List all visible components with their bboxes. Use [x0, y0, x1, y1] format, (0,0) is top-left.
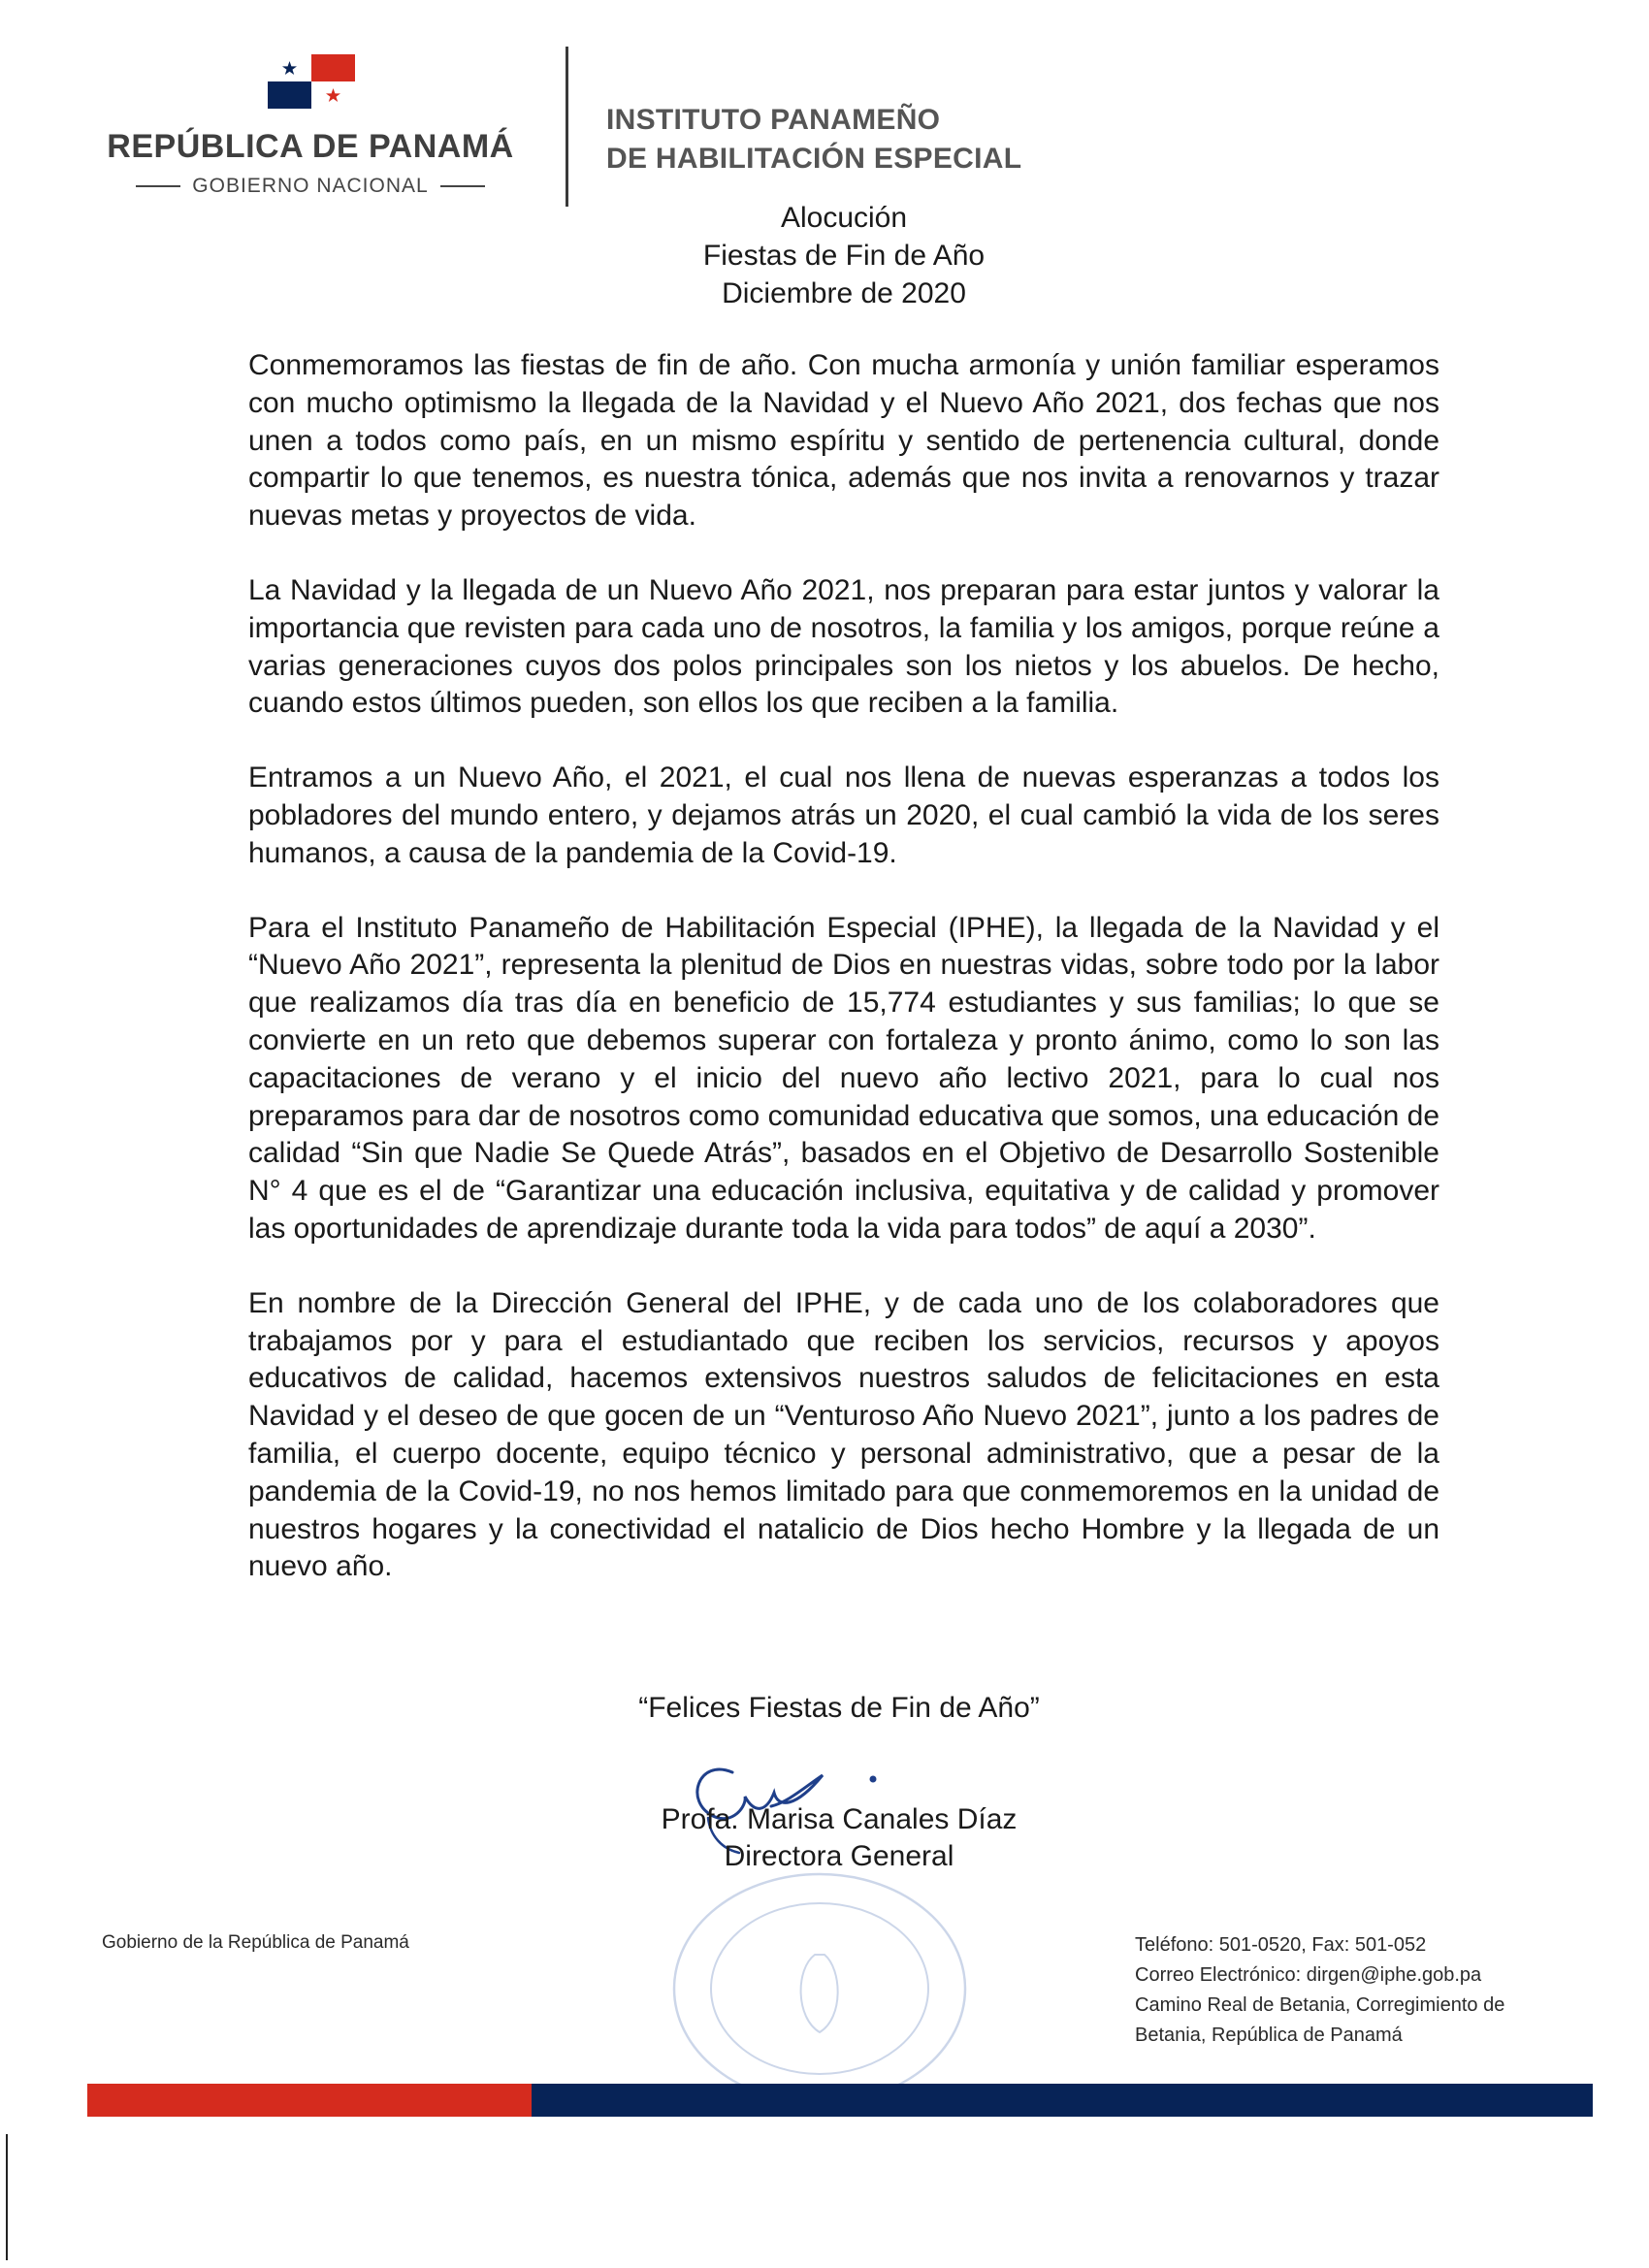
- official-seal-stamp: [660, 1863, 980, 2086]
- footer-address-2: Betania, República de Panamá: [1135, 2025, 1403, 2046]
- footer-contact: [1135, 1930, 1504, 2051]
- document-body: [248, 347, 1439, 1623]
- institution-name: [606, 101, 1021, 178]
- paragraph: Para el Instituto Panameño de Habilitación Especial (IPHE), la llegada de la Navidad y el “Nuevo Año 2021”, representa la plenitud de Dios en nuestras vidas, sobre todo por la labor que realizamos día tras día en beneficio de 15,774 estudiantes y sus familias; lo que se convierte en un reto que debemos superar con fortaleza y pronto ánimo, como lo son las capacitaciones de verano y el inicio del nuevo año lectivo 2021, para lo cual nos preparamos para dar de nosotros como comunidad educativa que somos, una educación de calidad “Sin que Nadie Se Quede Atrás”, basados en el Objetivo de Desarrollo Sostenible N° 4 que es el de “Garantizar una educación inclusiva, equitativa y de calidad y promover las oportunidades de aprendizaje durante toda la vida para todos” de aquí a 2030”.: [248, 911, 1439, 1245]
- government-subtitle-text: GOBIERNO NACIONAL: [192, 175, 429, 197]
- heading-line-2: Fiestas de Fin de Año: [702, 240, 986, 272]
- footer-bar-red: [87, 2084, 532, 2117]
- institution-line-2: DE HABILITACIÓN ESPECIAL: [606, 143, 1022, 175]
- document-heading: [601, 199, 1086, 312]
- panama-flag-logo: [268, 54, 355, 109]
- signer-title: Directora General: [724, 1840, 954, 1872]
- header-divider: [566, 47, 568, 207]
- paragraph: Conmemoramos las fiestas de fin de año. Con mucha armonía y unión familiar esperamos con mucho optimismo la llegada de la Navidad y el Nuevo Año 2021, dos fechas que nos unen a todos como país, en un mismo espíritu y sentido de pertenencia cultural, donde compartir lo que tenemos, es nuestra tónica, además que nos invita a renovarnos y trazar nuevas metas y proyectos de vida.: [248, 349, 1439, 533]
- scan-edge-mark: [6, 2134, 8, 2260]
- institution-line-1: INSTITUTO PANAMEÑO: [606, 104, 941, 136]
- footer-address-1: Camino Real de Betania, Corregimiento de: [1135, 1994, 1505, 2016]
- government-subtitle: [97, 175, 524, 198]
- footer-email: Correo Electrónico: dirgen@iphe.gob.pa: [1135, 1964, 1482, 1986]
- divider: [136, 185, 180, 187]
- heading-line-1: Alocución: [780, 202, 908, 234]
- closing-greeting: “Felices Fiestas de Fin de Año”: [638, 1692, 1040, 1724]
- paragraph: En nombre de la Dirección General del IPHE, y de cada uno de los colaboradores que trabajamos por y para el estudiantado que reciben los servicios, recursos y apoyos educativos de calidad, hacemos extensivos nuestros saludos de felicitaciones en esta Navidad y el deseo de que gocen de un “Venturoso Año Nuevo 2021”, junto a los padres de familia, el cuerpo docente, equipo técnico y personal administrativo, que a pesar de la pandemia de la Covid-19, no nos hemos limitado para que conmemoremos en la unidad de nuestros hogares y la conectividad el natalicio de Dios hecho Hombre y la llegada de un nuevo año.: [248, 1286, 1439, 1583]
- paragraph: Entramos a un Nuevo Año, el 2021, el cual nos llena de nuevas esperanzas a todos los pobladores del mundo entero, y dejamos atrás un 2020, el cual cambió la vida de los seres humanos, a causa de la pandemia de la Covid-19.: [248, 761, 1439, 869]
- paragraph: La Navidad y la llegada de un Nuevo Año 2021, nos preparan para estar juntos y valorar la importancia que revisten para cada uno de nosotros, la familia y los amigos, porque reúne a varias generaciones cuyos dos polos principales son los nietos y los abuelos. De hecho, cuando estos últimos pueden, son ellos los que reciben a la familia.: [248, 573, 1439, 720]
- heading-line-3: Diciembre de 2020: [722, 277, 966, 309]
- divider: [440, 185, 485, 187]
- footer-phone: Teléfono: 501-0520, Fax: 501-052: [1135, 1934, 1427, 1956]
- footer-bar-blue: [532, 2084, 1593, 2117]
- country-title: REPÚBLICA DE PANAMÁ: [107, 128, 514, 165]
- signer-name: Profa. Marisa Canales Díaz: [661, 1803, 1018, 1835]
- footer-government: Gobierno de la República de Panamá: [102, 1932, 409, 1953]
